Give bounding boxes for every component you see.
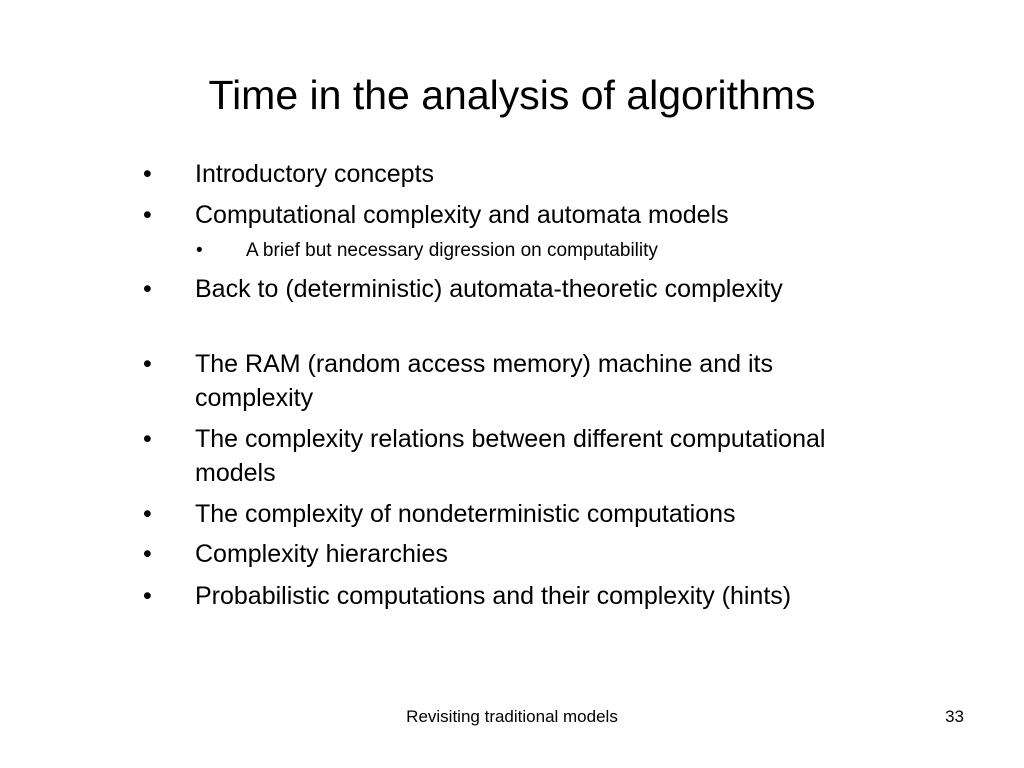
bullet-text: Computational complexity and automata models [195,201,729,229]
bullet-marker: • [143,350,152,378]
bullet-text: A brief but necessary digression on computability [246,240,658,261]
bullet-marker: • [143,582,152,610]
bullet-marker: • [143,500,152,528]
bullet-text: The RAM (random access memory) machine and its complexity [195,350,773,412]
bullet-marker: • [143,425,152,453]
bullet-text: Probabilistic computations and their complexity (hints) [195,582,792,610]
bullet-marker: • [143,275,152,303]
footer-text: Revisiting traditional models [406,707,618,726]
bullet-text: The complexity relations between different computational models [195,425,826,487]
bullet-marker: • [143,160,152,188]
slide-title: Time in the analysis of algorithms [208,72,816,118]
bullet-text: Complexity hierarchies [195,540,448,568]
bullet-text: The complexity of nondeterministic computations [195,500,736,528]
bullet-marker: • [196,240,203,261]
page-number: 33 [945,707,964,726]
bullet-text: Back to (deterministic) automata-theoretic complexity [195,275,783,303]
bullet-marker: • [143,201,152,229]
bullet-text: Introductory concepts [195,160,435,188]
bullet-marker: • [143,540,152,568]
